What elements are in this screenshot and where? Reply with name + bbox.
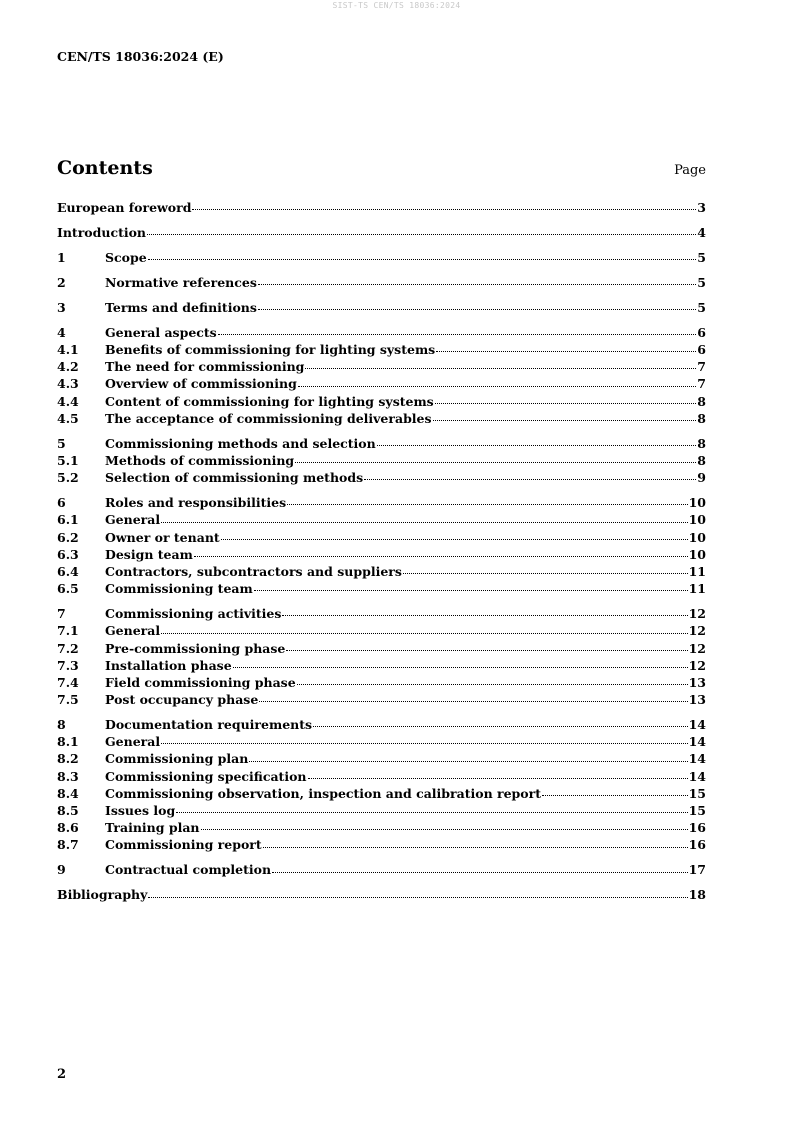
page-number: 2	[57, 1067, 67, 1082]
toc-entry-page: 18	[688, 887, 706, 903]
toc-entry-page: 16	[688, 820, 706, 836]
toc-entry-title: Contractors, subcontractors and suppliers	[105, 563, 402, 579]
toc-entry[interactable]	[57, 786, 706, 803]
toc-entry[interactable]	[57, 717, 706, 734]
toc-entry-title: Installation phase	[105, 657, 232, 673]
toc-entry-number: 5.1	[57, 453, 79, 469]
toc-entry-page: 11	[688, 563, 706, 579]
toc-dot-leader	[308, 777, 688, 779]
toc-entry-title: Commissioning team	[105, 581, 253, 597]
toc-entry-number: 6.2	[57, 529, 79, 545]
toc-entry[interactable]	[57, 200, 706, 217]
page-column-label: Page	[674, 163, 706, 178]
toc-entry-page: 10	[688, 512, 706, 528]
toc-entry-page: 14	[688, 751, 706, 767]
toc-entry[interactable]	[57, 887, 706, 904]
toc-entry-page: 6	[697, 324, 706, 340]
toc-entry-page: 7	[697, 376, 706, 392]
toc-entry-title: Contractual completion	[105, 862, 272, 878]
toc-dot-leader	[433, 419, 697, 421]
toc-entry-title: Documentation requirements	[105, 717, 313, 733]
toc-entry-title: Commissioning specification	[105, 768, 307, 784]
toc-dot-leader	[201, 828, 688, 830]
toc-entry-page: 8	[697, 435, 706, 451]
table-of-contents	[57, 200, 706, 905]
toc-entry-number: 8	[57, 717, 66, 733]
toc-dot-leader	[161, 742, 687, 744]
toc-entry-number: 4.5	[57, 410, 79, 426]
toc-entry-title: Commissioning report	[105, 837, 262, 853]
toc-entry-title: Post occupancy phase	[105, 692, 259, 708]
toc-entry[interactable]	[57, 300, 706, 317]
toc-dot-leader	[364, 478, 696, 480]
toc-entry[interactable]	[57, 675, 706, 692]
toc-entry-number: 7.2	[57, 640, 79, 656]
toc-entry-number: 7.5	[57, 692, 79, 708]
toc-entry-number: 8.2	[57, 751, 79, 767]
toc-entry-title: Selection of commissioning methods	[105, 470, 364, 486]
toc-entry[interactable]	[57, 411, 706, 428]
toc-entry-page: 10	[688, 495, 706, 511]
toc-dot-leader	[147, 233, 696, 235]
toc-dot-leader	[305, 367, 696, 369]
toc-dot-leader	[259, 700, 687, 702]
toc-entry-title: Methods of commissioning	[105, 453, 295, 469]
toc-entry-title: Commissioning observation, inspection and calibration report	[105, 785, 541, 801]
toc-entry-title: Scope	[105, 249, 147, 265]
toc-entry[interactable]	[57, 734, 706, 751]
toc-entry-number: 8.6	[57, 820, 79, 836]
toc-entry-page: 5	[697, 274, 706, 290]
toc-entry-title: European foreword	[57, 200, 192, 215]
toc-entry[interactable]	[57, 394, 706, 411]
toc-entry[interactable]	[57, 225, 706, 242]
toc-entry[interactable]	[57, 453, 706, 470]
toc-dot-leader	[295, 461, 696, 463]
toc-entry-page: 13	[688, 692, 706, 708]
toc-entry-title: Commissioning activities	[105, 606, 282, 622]
toc-entry-number: 5	[57, 435, 66, 451]
toc-entry-title: Introduction	[57, 224, 147, 240]
toc-entry-page: 8	[697, 410, 706, 426]
toc-dot-leader	[161, 632, 687, 634]
toc-entry-page: 5	[697, 299, 706, 315]
toc-dot-leader	[258, 283, 696, 285]
toc-entry[interactable]	[57, 564, 706, 581]
toc-entry-number: 4.3	[57, 376, 79, 392]
toc-dot-leader	[403, 572, 688, 574]
toc-entry-page: 3	[697, 200, 706, 215]
toc-dot-leader	[287, 503, 687, 505]
toc-entry-title: General	[105, 623, 161, 639]
toc-entry[interactable]	[57, 325, 706, 342]
toc-entry-number: 3	[57, 299, 66, 315]
toc-dot-leader	[221, 538, 688, 540]
toc-entry-number: 6	[57, 495, 66, 511]
toc-entry-page: 5	[697, 249, 706, 265]
toc-entry-number: 8.7	[57, 837, 79, 853]
toc-entry-page: 14	[688, 768, 706, 784]
toc-dot-leader	[233, 666, 688, 668]
toc-dot-leader	[148, 258, 697, 260]
toc-entry-number: 1	[57, 249, 66, 265]
toc-dot-leader	[282, 614, 687, 616]
toc-entry-number: 4.2	[57, 359, 79, 375]
contents-heading: Contents	[57, 157, 153, 179]
toc-entry-title: Terms and definitions	[105, 299, 257, 315]
toc-entry-page: 9	[697, 470, 706, 486]
toc-dot-leader	[254, 589, 688, 591]
toc-dot-leader	[218, 333, 697, 335]
toc-entry-number: 8.3	[57, 768, 79, 784]
toc-entry-title: Benefits of commissioning for lighting systems	[105, 342, 436, 358]
toc-entry-page: 12	[688, 623, 706, 639]
toc-entry-page: 8	[697, 393, 706, 409]
toc-entry-page: 16	[688, 837, 706, 853]
toc-entry-number: 7.4	[57, 674, 79, 690]
toc-entry-title: Issues log	[105, 802, 176, 818]
toc-entry-title: General aspects	[105, 324, 217, 340]
toc-dot-leader	[298, 385, 696, 387]
toc-dot-leader	[542, 794, 688, 796]
toc-entry[interactable]	[57, 692, 706, 709]
toc-dot-leader	[258, 308, 696, 310]
toc-dot-leader	[176, 811, 687, 813]
toc-entry-page: 14	[688, 734, 706, 750]
toc-dot-leader	[377, 444, 697, 446]
toc-entry[interactable]	[57, 769, 706, 786]
toc-entry[interactable]	[57, 641, 706, 658]
toc-dot-leader	[249, 760, 687, 762]
toc-entry-page: 7	[697, 359, 706, 375]
toc-dot-leader	[435, 402, 697, 404]
toc-entry[interactable]	[57, 359, 706, 376]
toc-entry-number: 7.1	[57, 623, 79, 639]
toc-entry-title: Training plan	[105, 820, 200, 836]
toc-entry[interactable]	[57, 820, 706, 837]
toc-entry[interactable]	[57, 837, 706, 854]
toc-entry-page: 4	[697, 224, 706, 240]
toc-entry-number: 6.3	[57, 546, 79, 562]
toc-entry[interactable]	[57, 495, 706, 512]
toc-entry-page: 8	[697, 453, 706, 469]
toc-entry-page: 12	[688, 606, 706, 622]
toc-entry[interactable]	[57, 342, 706, 359]
toc-entry-page: 6	[697, 342, 706, 358]
toc-entry[interactable]	[57, 512, 706, 529]
toc-entry[interactable]	[57, 470, 706, 487]
toc-dot-leader	[436, 350, 696, 352]
toc-entry[interactable]	[57, 606, 706, 623]
toc-entry[interactable]	[57, 436, 706, 453]
toc-entry-number: 8.4	[57, 785, 79, 801]
toc-entry-number: 9	[57, 862, 66, 878]
toc-entry-title: The acceptance of commissioning deliverables	[105, 410, 432, 426]
toc-entry-number: 7.3	[57, 657, 79, 673]
toc-entry[interactable]	[57, 530, 706, 547]
toc-entry-number: 8.1	[57, 734, 79, 750]
toc-entry-page: 17	[688, 862, 706, 878]
toc-dot-leader	[297, 683, 688, 685]
toc-entry[interactable]	[57, 658, 706, 675]
toc-entry[interactable]	[57, 623, 706, 640]
toc-entry[interactable]	[57, 862, 706, 879]
toc-entry-number: 7	[57, 606, 66, 622]
toc-entry-title: Overview of commissioning	[105, 376, 297, 392]
toc-dot-leader	[194, 555, 688, 557]
toc-entry-title: Roles and responsibilities	[105, 495, 287, 511]
toc-entry-number: 6.5	[57, 581, 79, 597]
toc-entry-page: 15	[688, 802, 706, 818]
toc-dot-leader	[263, 846, 688, 848]
watermark: SIST-TS CEN/TS 18036:2024	[332, 1, 461, 10]
toc-entry-page: 10	[688, 546, 706, 562]
toc-entry-title: Pre-commissioning phase	[105, 640, 286, 656]
toc-entry[interactable]	[57, 547, 706, 564]
toc-entry-title: General	[105, 512, 161, 528]
toc-entry-number: 8.5	[57, 802, 79, 818]
toc-entry[interactable]	[57, 803, 706, 820]
toc-entry-number: 4.4	[57, 393, 79, 409]
toc-dot-leader	[313, 725, 688, 727]
toc-entry-number: 2	[57, 274, 66, 290]
toc-dot-leader	[148, 896, 687, 898]
toc-dot-leader	[272, 871, 688, 873]
toc-entry-title: Field commissioning phase	[105, 674, 296, 690]
toc-dot-leader	[286, 649, 687, 651]
toc-entry-page: 10	[688, 529, 706, 545]
toc-entry-title: Bibliography	[57, 887, 148, 903]
toc-dot-leader	[192, 208, 696, 210]
toc-entry-title: Commissioning plan	[105, 751, 249, 767]
toc-entry-title: Commissioning methods and selection	[105, 435, 376, 451]
toc-entry[interactable]	[57, 250, 706, 267]
toc-entry-number: 6.1	[57, 512, 79, 528]
toc-entry-page: 12	[688, 657, 706, 673]
toc-entry-page: 13	[688, 674, 706, 690]
toc-entry[interactable]	[57, 376, 706, 393]
toc-entry-page: 11	[688, 581, 706, 597]
toc-entry[interactable]	[57, 751, 706, 768]
document-id-header: CEN/TS 18036:2024 (E)	[57, 49, 224, 64]
toc-entry-title: Normative references	[105, 274, 257, 290]
toc-entry-title: General	[105, 734, 161, 750]
toc-entry-title: Content of commissioning for lighting systems	[105, 393, 434, 409]
toc-entry-number: 5.2	[57, 470, 79, 486]
toc-dot-leader	[161, 521, 687, 523]
toc-entry-number: 4.1	[57, 342, 79, 358]
toc-entry-number: 6.4	[57, 563, 79, 579]
toc-entry[interactable]	[57, 581, 706, 598]
toc-entry-page: 14	[688, 717, 706, 733]
toc-entry-title: Design team	[105, 546, 193, 562]
toc-entry-title: Owner or tenant	[105, 529, 220, 545]
toc-entry-title: The need for commissioning	[105, 359, 305, 375]
toc-entry-page: 12	[688, 640, 706, 656]
toc-entry-page: 15	[688, 785, 706, 801]
toc-entry[interactable]	[57, 275, 706, 292]
toc-entry-number: 4	[57, 324, 66, 340]
